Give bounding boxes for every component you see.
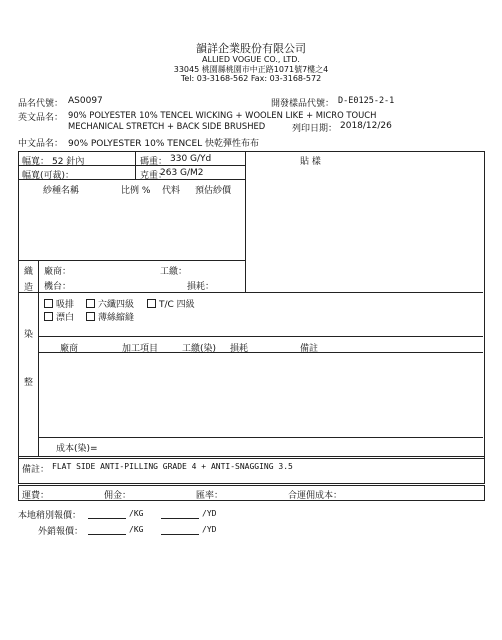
company-contact: Tel: 03-3168-562 Fax: 03-3168-572 [180, 74, 322, 83]
usable-width-label: 幅寬(可裁)： [22, 171, 75, 181]
cn-name-label: 中文品名： [18, 139, 64, 149]
gsm-label: 克重： [140, 171, 168, 181]
dye-option-six-fiber[interactable]: 六纖四級 [86, 297, 134, 310]
product-code-value: AS0097 [68, 96, 103, 106]
weaving-loss-label: 損耗： [187, 282, 215, 292]
cost-row [18, 485, 485, 501]
product-code-label: 品名代號： [18, 99, 64, 109]
weight-label: 碼重： [140, 157, 168, 167]
company-name-en: ALLIED VOGUE CO., LTD. [202, 55, 300, 64]
dye-option-shrink[interactable]: 薄絲縮縫 [86, 310, 134, 323]
remarks-value: FLAT SIDE ANTI-PILLING GRADE 4 + ANTI-SNAGGING 3.5 [52, 462, 293, 471]
sample-attach-label: 貼 樣 [300, 157, 321, 167]
dev-sample-value: D-E0125-2-1 [338, 96, 395, 106]
exchange-label: 匯率： [196, 491, 224, 501]
weaving-side-label-1: 織 [24, 267, 34, 277]
en-name-line2: MECHANICAL STRETCH + BACK SIDE BRUSHED [68, 121, 266, 131]
weaving-side-label-2: 造 [24, 283, 34, 293]
dye-option-bleach[interactable]: 漂白 [44, 310, 74, 323]
yarn-header-price: 預估紗價 [195, 186, 232, 196]
weight-value: 330 G/Yd [170, 154, 212, 164]
export-price-label: 外銷報價： [38, 527, 84, 537]
gsm-value: 263 G/M2 [160, 168, 204, 178]
company-address: 33045 桃園縣桃園市中正路1071號7樓之4 [173, 65, 329, 74]
weaving-factory-label: 廠商： [44, 267, 72, 277]
yarn-header-substitute: 代料 [162, 186, 181, 196]
dyeing-side-label-1: 染 [24, 330, 34, 340]
checkbox-icon [44, 312, 53, 321]
dev-sample-label: 開發樣品代號： [271, 99, 335, 109]
en-name-label: 英文品名： [18, 113, 64, 123]
checkbox-icon [86, 312, 95, 321]
remarks-label: 備註： [22, 465, 50, 475]
dye-header-loss: 損耗 [230, 344, 249, 354]
total-cost-label: 合運佣成本： [288, 491, 343, 501]
export-price-unit-kg: /KG [129, 525, 144, 534]
dye-header-factory: 廠商 [60, 344, 79, 354]
print-date-label: 列印日期： [292, 124, 338, 134]
dye-cost-label: 成本(染)= [56, 444, 98, 454]
checkbox-icon [147, 299, 156, 308]
dyeing-side-label-2: 整 [24, 378, 34, 388]
dye-option-wicking[interactable]: 吸排 [44, 297, 74, 310]
checkbox-icon [44, 299, 53, 308]
local-price-unit-yd: /YD [202, 509, 217, 518]
yarn-header-name: 紗種名稱 [43, 186, 80, 196]
dye-option-tc[interactable]: T/C 四級 [147, 297, 195, 310]
dye-header-notes: 備註 [300, 344, 319, 354]
weaving-labor-label: 工繳： [160, 267, 188, 277]
en-name-line1: 90% POLYESTER 10% TENCEL WICKING + WOOLEN LIKE + MICRO TOUCH [68, 110, 377, 120]
checkbox-icon [86, 299, 95, 308]
cn-name-value: 90% POLYESTER 10% TENCEL 快乾彈性布布 [68, 139, 260, 149]
company-name-cn: 韻詳企業股份有限公司 [196, 42, 306, 55]
commission-label: 佣金： [104, 491, 132, 501]
local-price-label: 本地稍別報價： [18, 511, 82, 521]
freight-label: 運費： [22, 491, 50, 501]
width-value: 52 針內 [52, 157, 85, 167]
export-price-unit-yd: /YD [202, 525, 217, 534]
dye-header-labor: 工繳(染) [182, 344, 217, 354]
yarn-header-ratio: 比例 % [121, 186, 151, 196]
weaving-machine-label: 機台： [44, 282, 72, 292]
print-date-value: 2018/12/26 [340, 121, 392, 131]
dye-header-process: 加工項目 [122, 344, 159, 354]
width-label: 幅寬： [22, 157, 50, 167]
local-price-unit-kg: /KG [129, 509, 144, 518]
